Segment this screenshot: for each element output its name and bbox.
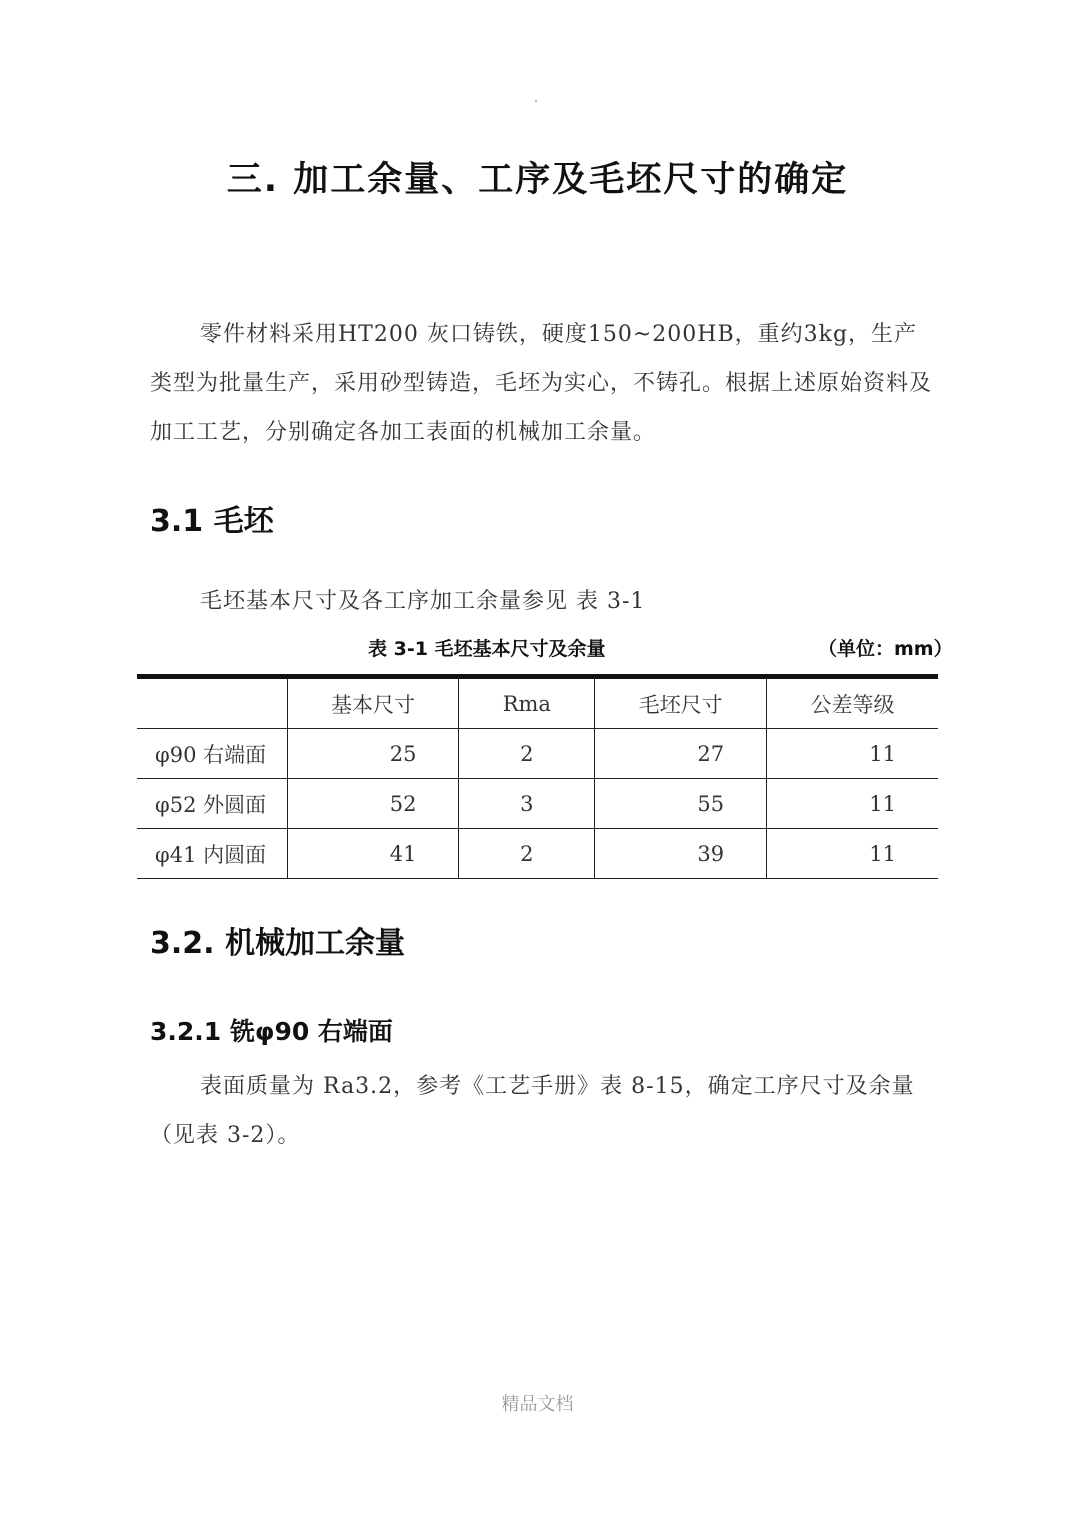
table-cell: 2 [459, 829, 595, 879]
table-header-cell: Rma [459, 677, 595, 729]
table-reference-text: 毛坯基本尺寸及各工序加工余量参见 表 3-1 [200, 589, 646, 614]
section-heading-3-2-1: 3.2.1 铣φ90 右端面 [150, 1017, 393, 1046]
table-header-row [137, 677, 938, 729]
table-header-cell: 基本尺寸 [287, 677, 459, 729]
table-cell: 2 [459, 729, 595, 779]
table-cell: 25 [287, 729, 459, 779]
table-cell: φ41 内圆面 [137, 829, 287, 879]
table-cell: 11 [767, 729, 938, 779]
table-cell: 11 [767, 829, 938, 879]
page-title: 三. 加工余量、工序及毛坯尺寸的确定 [226, 160, 849, 200]
table-cell: 52 [287, 779, 459, 829]
table-cell: 11 [767, 779, 938, 829]
table-unit: （单位：mm） [818, 638, 953, 660]
page-footer: 精品文档 [501, 1394, 574, 1415]
table-row [137, 829, 938, 879]
table-header-cell [137, 677, 287, 729]
blank-size-table [137, 674, 938, 879]
intro-paragraph: 零件材料采用HT200 灰口铸铁，硬度150~200HB，重约3kg，生产类型为批量生产，采用砂型铸造，毛坯为实心，不铸孔。根据上述原始资料及加工工艺，分别确定各加工表面的机械加工余量。 [150, 322, 933, 445]
table-cell: 3 [459, 779, 595, 829]
section-heading-3-2: 3.2. 机械加工余量 [150, 926, 405, 961]
table-cell: φ90 右端面 [137, 729, 287, 779]
section-3-2-1-paragraph: 表面质量为 Ra3.2，参考《工艺手册》表 8-15，确定工序尺寸及余量（见表 3-2）。 [150, 1074, 915, 1148]
table-cell: 55 [595, 779, 767, 829]
table-caption: 表 3-1 毛坯基本尺寸及余量 [368, 638, 606, 660]
table-cell: 27 [595, 729, 767, 779]
table-row [137, 779, 938, 829]
table-header-cell: 公差等级 [767, 677, 938, 729]
page-dot [535, 100, 537, 102]
table-cell: φ52 外圆面 [137, 779, 287, 829]
table-row [137, 729, 938, 779]
table-header-cell: 毛坯尺寸 [595, 677, 767, 729]
table-cell: 41 [287, 829, 459, 879]
section-heading-3-1: 3.1 毛坯 [150, 504, 274, 539]
table-cell: 39 [595, 829, 767, 879]
